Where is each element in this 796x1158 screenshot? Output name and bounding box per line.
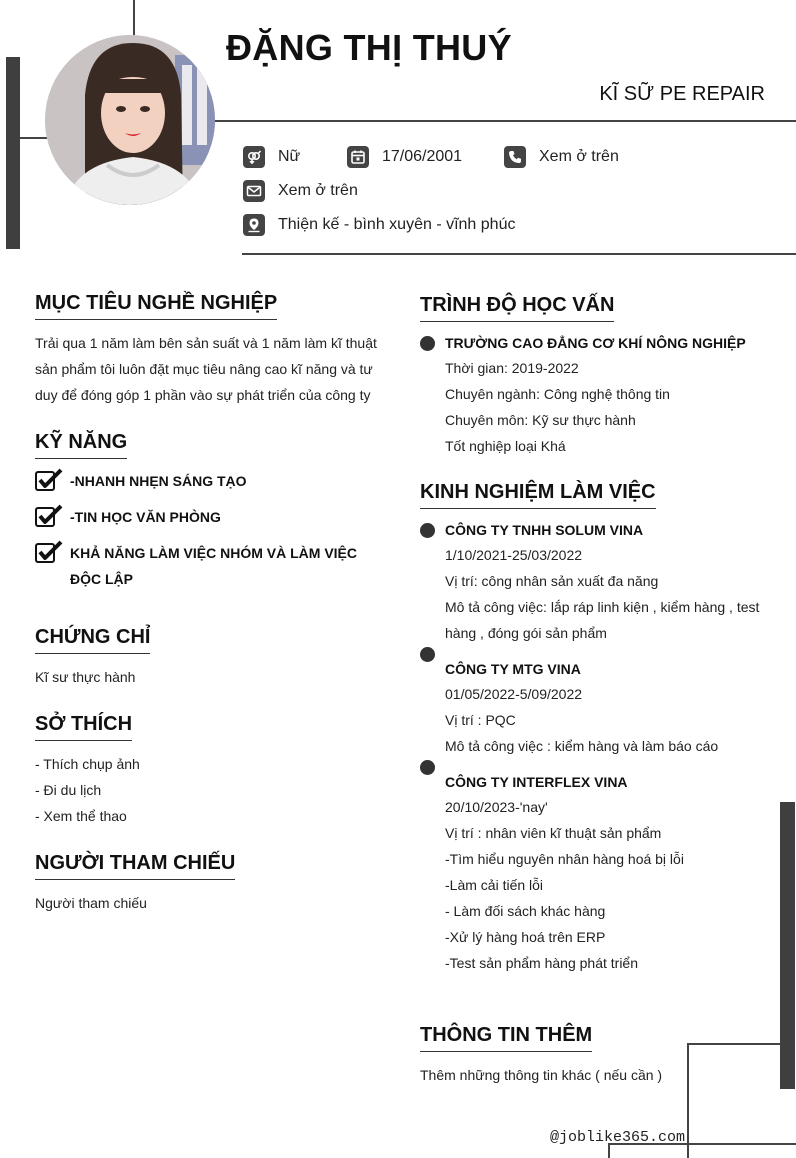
left-horizontal-line xyxy=(20,137,47,139)
top-vertical-line xyxy=(133,0,135,40)
education-line: Thời gian: 2019-2022 xyxy=(445,360,579,376)
experience-line: Mô tả công việc: lắp ráp linh kiện , kiểm hàng , test hàng , đóng gói sản phẩm xyxy=(445,599,760,641)
address-info xyxy=(243,214,515,236)
checkbox-icon xyxy=(35,540,63,564)
references-text: Người tham chiếu xyxy=(35,895,147,911)
company-name: CÔNG TY MTG VINA xyxy=(445,661,581,677)
skills-heading: KỸ NĂNG xyxy=(35,431,127,459)
experience-line: 1/10/2021-25/03/2022 xyxy=(445,547,583,563)
checkbox-icon xyxy=(35,468,63,492)
education-line: Chuyên ngành: Công nghệ thông tin xyxy=(445,386,670,402)
certificates-heading: CHỨNG CHỈ xyxy=(35,626,150,654)
email-value: Xem ở trên xyxy=(278,182,358,199)
location-icon xyxy=(243,214,265,236)
experience-line: -Làm cải tiến lỗi xyxy=(445,877,544,893)
header-divider-line xyxy=(213,120,796,122)
objective-text: Trải qua 1 năm làm bên sản suất và 1 năm làm kĩ thuật sản phẩm tôi luôn đặt mục tiêu nâng cao kĩ năng và tư duy để đóng góp 1 phần vào sự phát triển của công ty xyxy=(35,335,377,403)
hobbies-heading: SỞ THÍCH xyxy=(35,713,132,741)
extra-info-heading: THÔNG TIN THÊM xyxy=(420,1024,592,1052)
bullet-dot xyxy=(420,760,435,775)
checkbox-icon xyxy=(35,504,63,528)
experience-line: - Làm đối sách khác hàng xyxy=(445,903,606,919)
certificates-text: Kĩ sư thực hành xyxy=(35,669,136,685)
education-entry xyxy=(420,331,776,459)
email-icon xyxy=(243,180,265,202)
skill-text: -NHANH NHẸN SÁNG TẠO xyxy=(70,473,247,489)
contact-divider-line xyxy=(242,253,796,255)
experience-line: 20/10/2023-'nay' xyxy=(445,799,548,815)
bullet-dot xyxy=(420,647,435,662)
school-name: TRƯỜNG CAO ĐẲNG CƠ KHÍ NÔNG NGHIỆP xyxy=(445,335,746,351)
phone-info xyxy=(504,146,619,168)
experience-entry xyxy=(420,518,776,646)
bullet-dot xyxy=(420,523,435,538)
skill-item xyxy=(35,468,385,494)
corner-box-left xyxy=(687,1043,689,1158)
skill-text: -TIN HỌC VĂN PHÒNG xyxy=(70,509,221,525)
experience-line: Vị trí: công nhân sản xuất đa năng xyxy=(445,573,659,589)
education-line: Tốt nghiệp loại Khá xyxy=(445,438,566,454)
hobby-item: - Thích chụp ảnh xyxy=(35,756,140,772)
gender-info xyxy=(243,146,300,168)
extra-info-text: Thêm những thông tin khác ( nếu cần ) xyxy=(420,1067,663,1083)
skill-text: KHẢ NĂNG LÀM VIỆC NHÓM VÀ LÀM VIỆC ĐỘC LẬP xyxy=(70,545,357,587)
job-title: KĨ SỮ PE REPAIR xyxy=(599,83,765,105)
experience-line: -Xử lý hàng hoá trên ERP xyxy=(445,929,606,945)
education-heading: TRÌNH ĐỘ HỌC VẤN xyxy=(420,294,614,322)
company-name: CÔNG TY TNHH SOLUM VINA xyxy=(445,522,644,538)
calendar-icon xyxy=(347,146,369,168)
references-heading: NGƯỜI THAM CHIẾU xyxy=(35,852,235,880)
objective-heading: MỤC TIÊU NGHỀ NGHIỆP xyxy=(35,292,277,320)
address-value: Thiện kế - bình xuyên - vĩnh phúc xyxy=(278,216,516,233)
left-accent-bar xyxy=(6,57,20,249)
experience-line: 01/05/2022-5/09/2022 xyxy=(445,686,583,702)
phone-icon xyxy=(504,146,526,168)
gender-icon xyxy=(243,146,265,168)
experience-entry xyxy=(420,770,776,976)
experience-line: Vị trí : nhân viên kĩ thuật sản phẩm xyxy=(445,825,662,841)
skill-item xyxy=(35,540,387,592)
right-accent-bar xyxy=(780,802,795,1089)
experience-line: -Tìm hiểu nguyên nhân hàng hoá bị lỗi xyxy=(445,851,684,867)
candidate-name: ĐẶNG THỊ THUÝ xyxy=(226,27,512,68)
birthday-info xyxy=(347,146,462,168)
experience-entry xyxy=(420,657,776,759)
email-info xyxy=(243,180,358,202)
phone-value: Xem ở trên xyxy=(539,148,619,165)
experience-line: Vị trí : PQC xyxy=(445,712,516,728)
avatar xyxy=(45,35,215,205)
hobby-item: - Đi du lịch xyxy=(35,782,102,798)
birthday-value: 17/06/2001 xyxy=(382,148,463,165)
experience-line: Mô tả công việc : kiểm hàng và làm báo cáo xyxy=(445,738,719,754)
company-name: CÔNG TY INTERFLEX VINA xyxy=(445,774,628,790)
watermark: @joblike365.com xyxy=(550,1129,686,1146)
bullet-dot xyxy=(420,336,435,351)
hobby-item: - Xem thể thao xyxy=(35,808,127,824)
skill-item xyxy=(35,504,385,530)
education-line: Chuyên môn: Kỹ sư thực hành xyxy=(445,412,636,428)
gender-value: Nữ xyxy=(278,148,301,165)
experience-line: -Test sản phẩm hàng phát triển xyxy=(445,955,639,971)
corner-box-top xyxy=(687,1043,780,1045)
experience-heading: KINH NGHIỆM LÀM VIỆC xyxy=(420,481,656,509)
